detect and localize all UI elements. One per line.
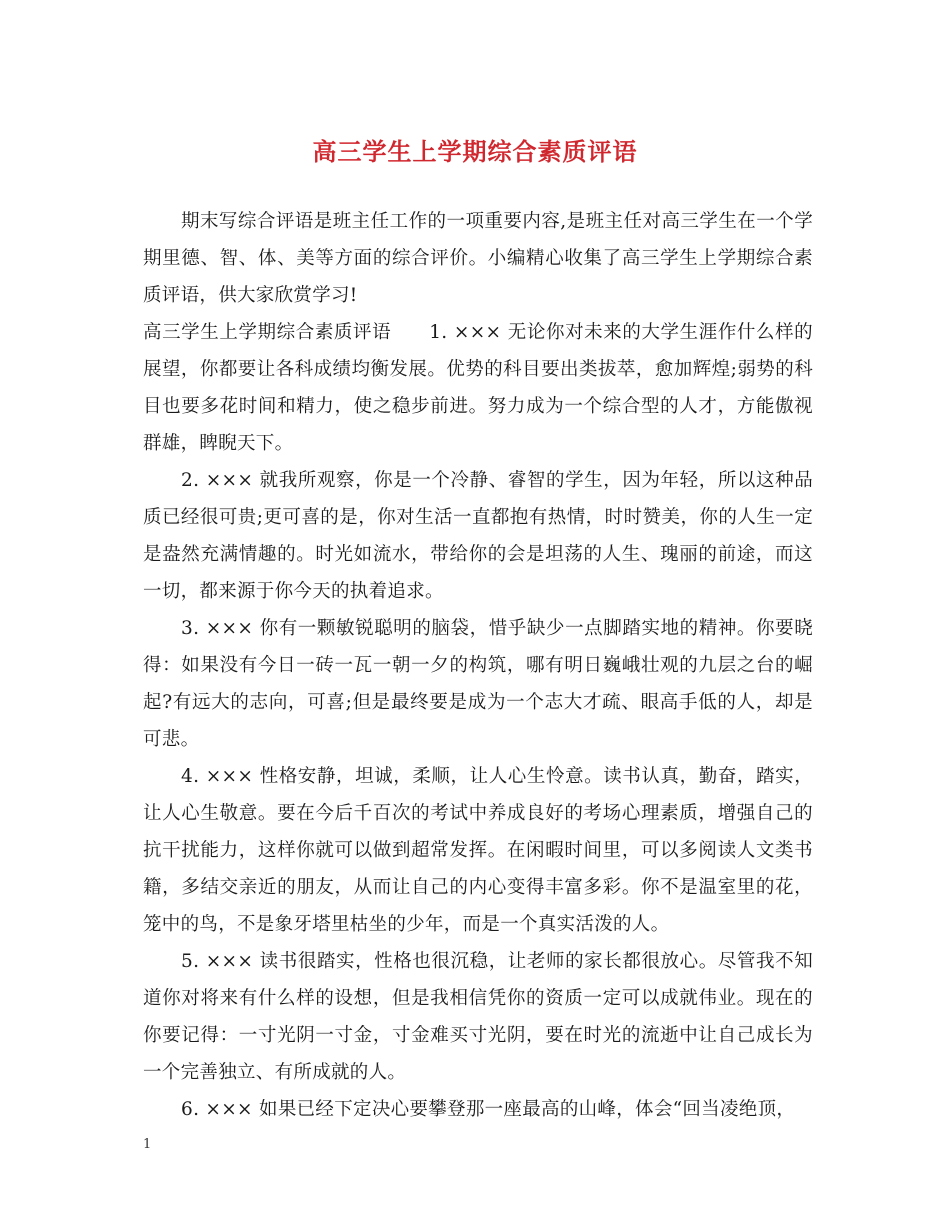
comment-paragraph-4: 4. ××× 性格安静，坦诚，柔顺，让人心生怜意。读书认真，勤奋，踏实，让人心生敬意。要在今后千百次的考试中养成良好的考场心理素质，增强自己的抗干扰能力，这样你就可以做到超常发挥。在闲暇时间里，可以多阅读人文类书籍，多结交亲近的朋友，从而让自己的内心变得丰富多彩。你不是温室里的花，笼中的鸟，不是象牙塔里枯坐的少年，而是一个真实活泼的人。 xyxy=(143,766,813,935)
intro-paragraph: 期末写综合评语是班主任工作的一项重要内容,是班主任对高三学生在一个学期里德、智、体、美等方面的综合评价。小编精心收集了高三学生上学期综合素质评语，供大家欣赏学习! xyxy=(143,211,813,306)
comment-text-1: 1. ××× 无论你对未来的大学生涯作什么样的展望，你都要让各科成绩均衡发展。优势的科目要出类拔萃，愈加辉煌;弱势的科目也要多花时间和精力，使之稳步前进。努力成为一个综合型的人才，方能傲视群雄，睥睨天下。 xyxy=(143,322,813,454)
document-body xyxy=(143,203,813,1128)
document-title: 高三学生上学期综合素质评语 xyxy=(312,137,638,166)
comment-paragraph-5: 5. ××× 读书很踏实，性格也很沉稳，让老师的家长都很放心。尽管我不知道你对将来有什么样的设想，但是我相信凭你的资质一定可以成就伟业。现在的你要记得：一寸光阴一寸金，寸金难买寸光阴，要在时光的流逝中让自己成长为一个完善独立、有所成就的人。 xyxy=(143,951,813,1083)
page-number: 1 xyxy=(143,1137,152,1152)
comment-paragraph-2: 2. ××× 就我所观察，你是一个冷静、睿智的学生，因为年轻，所以这种品质已经很可贵;更可喜的是，你对生活一直都抱有热情，时时赞美，你的人生一定是盎然充满情趣的。时光如流水，带给你的会是坦荡的人生、瑰丽的前途，而这一切，都来源于你今天的执着追求。 xyxy=(143,470,813,602)
comment-paragraph-3: 3. ××× 你有一颗敏锐聪明的脑袋，惜乎缺少一点脚踏实地的精神。你要晓得：如果没有今日一砖一瓦一朝一夕的构筑，哪有明日巍峨壮观的九层之台的崛起?有远大的志向，可喜;但是最终要是成为一个志大才疏、眼高手低的人，却是可悲。 xyxy=(143,618,813,750)
inline-heading: 高三学生上学期综合素质评语 xyxy=(143,322,392,343)
comment-paragraph-6: 6. ××× 如果已经下定决心要攀登那一座最高的山峰，体会“回当凌绝顶， xyxy=(181,1099,796,1120)
comment-paragraph-1 xyxy=(143,314,813,462)
